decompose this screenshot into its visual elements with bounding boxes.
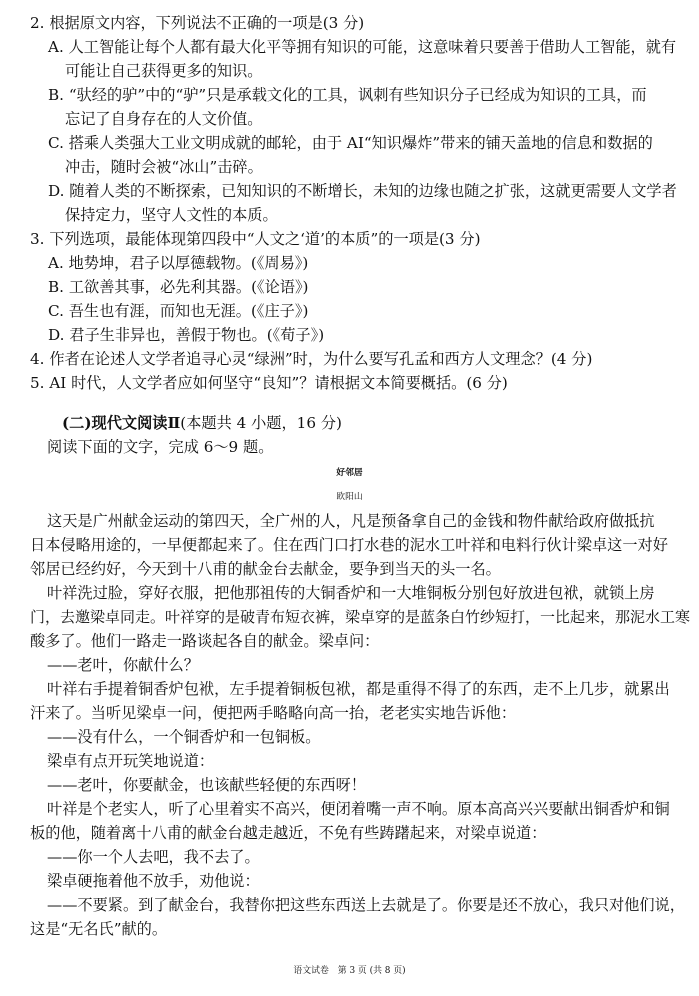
story-title: 好邻居: [336, 468, 363, 478]
story-line: 叶祥是个老实人，听了心里着实不高兴，便闭着嘴一声不响。原本高高兴兴要献出铜香炉和铜: [47, 800, 670, 818]
q2-option-c-cont: 冲击，随时会被“冰山”击碎。: [65, 158, 263, 176]
q3-option-d: D. 君子生非异也，善假于物也。(《荀子》): [48, 326, 325, 344]
q2-option-d-cont: 保持定力，坚守人文性的本质。: [65, 206, 278, 224]
q5-stem: 5. AI 时代，人文学者应如何坚守“良知”？请根据文本简要概括。(6 分): [30, 374, 508, 392]
q2-option-d: D. 随着人类的不断探索，已知知识的不断增长，未知的边缘也随之扩张，这就更需要人文学者: [48, 182, 677, 200]
q2-stem: 2. 根据原文内容，下列说法不正确的一项是(3 分): [30, 14, 365, 32]
story-line: 汗来了。当听见梁卓一问，便把两手略略向高一抬，老老实实地告诉他：: [30, 704, 516, 722]
q2-option-c: C. 搭乘人类强大工业文明成就的邮轮，由于 AI“知识爆炸”带来的铺天盖地的信息和数据的: [48, 134, 653, 152]
story-line: 这天是广州献金运动的第四天，全广州的人，凡是预备拿自己的金钱和物件献给政府做抵抗: [47, 512, 655, 530]
q4-stem: 4. 作者在论述人文学者追寻心灵“绿洲”时，为什么要写孔孟和西方人文理念？(4 分): [30, 350, 593, 368]
story-line: 邻居已经约好，今天到十八甫的献金台去献金，要争到当天的头一名。: [30, 560, 501, 578]
story-line: 梁卓有点开玩笑地说道：: [47, 752, 215, 770]
q3-option-b: B. 工欲善其事，必先利其器。(《论语》): [48, 278, 309, 296]
q3-option-a: A. 地势坤，君子以厚德载物。(《周易》): [48, 254, 309, 272]
section-instruction: 阅读下面的文字，完成 6～9 题。: [47, 438, 274, 456]
section-heading: [62, 412, 342, 434]
story-line: ——没有什么，一个铜香炉和一包铜板。: [47, 728, 321, 746]
section-heading-title: (二)现代文阅读Ⅱ: [62, 414, 181, 432]
story-line: 叶祥洗过脸，穿好衣服，把他那祖传的大铜香炉和一大堆铜板分别包好放进包袱，就锁上房: [47, 584, 655, 602]
story-line: 日本侵略用途的，一早便都起来了。住在西门口打水巷的泥水工叶祥和电料行伙计梁卓这一对好: [30, 536, 668, 554]
story-line: ——不要紧。到了献金台，我替你把这些东西送上去就是了。你要是还不放心，我只对他们说，: [47, 896, 685, 914]
story-author: 欧阳山: [336, 492, 363, 502]
story-line: 门，去邀梁卓同走。叶祥穿的是破青布短衣裤，梁卓穿的是蓝条白竹纱短打，一比起来，那泥水工寒: [30, 608, 691, 626]
story-line: 梁卓硬拖着他不放手，劝他说：: [47, 872, 260, 890]
q2-option-b: B. “驮经的驴”中的“驴”只是承载文化的工具，讽刺有些知识分子已经成为知识的工具，而: [48, 86, 647, 104]
story-line: ——老叶，你献什么？: [47, 656, 199, 674]
page-footer: 语文试卷 第 3 页 (共 8 页): [293, 966, 406, 976]
section-heading-note: (本题共 4 小题，16 分): [180, 414, 342, 432]
q3-stem: 3. 下列选项，最能体现第四段中“人文之‘道’的本质”的一项是(3 分): [30, 230, 481, 248]
q2-option-a-cont: 可能让自己获得更多的知识。: [65, 62, 263, 80]
story-line: 酸多了。他们一路走一路谈起各自的献金。梁卓问：: [30, 632, 380, 650]
story-line: 叶祥右手提着铜香炉包袱，左手提着铜板包袱，都是重得不得了的东西，走不上几步，就累出: [47, 680, 670, 698]
story-line: ——你一个人去吧，我不去了。: [47, 848, 260, 866]
story-line: 板的他，随着离十八甫的献金台越走越近，不免有些踌躇起来，对梁卓说道：: [30, 824, 547, 842]
q2-option-b-cont: 忘记了自身存在的人文价值。: [65, 110, 263, 128]
story-line: ——老叶，你要献金，也该献些轻便的东西呀！: [47, 776, 366, 794]
q2-option-a: A. 人工智能让每个人都有最大化平等拥有知识的可能，这意味着只要善于借助人工智能，就有: [48, 38, 677, 56]
story-line: 这是“无名氏”献的。: [30, 920, 168, 938]
q3-option-c: C. 吾生也有涯，而知也无涯。(《庄子》): [48, 302, 309, 320]
